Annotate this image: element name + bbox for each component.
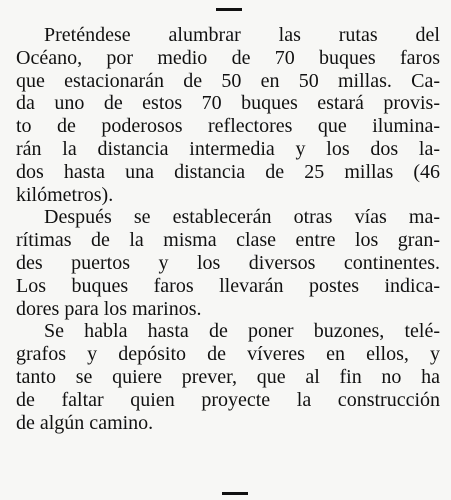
top-divider-rule bbox=[216, 8, 242, 11]
text-line: Los buques faros llevarán postes indica- bbox=[16, 274, 440, 297]
paragraph-2 bbox=[16, 206, 440, 320]
text-line: kilómetros). bbox=[16, 183, 114, 206]
text-line: que estacionarán de 50 en 50 millas. Ca- bbox=[16, 69, 440, 92]
text-line: dores para los marinos. bbox=[16, 297, 202, 320]
text-line: rítimas de la misma clase entre los gran- bbox=[16, 229, 440, 252]
paragraph-3 bbox=[16, 320, 440, 434]
text-line: to de poderosos reflectores que ilumina- bbox=[16, 115, 440, 138]
text-line: Se habla hasta de poner buzones, telé- bbox=[44, 320, 440, 343]
text-line: rán la distancia intermedia y los dos la- bbox=[16, 137, 440, 160]
text-line: tanto se quiere prever, que al fin no ha bbox=[16, 365, 440, 388]
text-line: de faltar quien proyecte la construcción bbox=[16, 388, 440, 411]
text-line: de algún camino. bbox=[16, 411, 154, 434]
text-line: dos hasta una distancia de 25 millas (46 bbox=[16, 160, 440, 183]
paragraph-1 bbox=[16, 24, 440, 206]
text-line: Océano, por medio de 70 buques faros bbox=[16, 46, 440, 69]
text-line: Después se establecerán otras vías ma- bbox=[44, 206, 440, 229]
text-line: da uno de estos 70 buques estará provis- bbox=[16, 92, 440, 115]
bottom-divider-rule bbox=[222, 492, 248, 495]
text-line: Preténdese alumbrar las rutas del bbox=[44, 24, 440, 46]
article-column bbox=[16, 24, 440, 434]
text-line: des puertos y los diversos continentes. bbox=[16, 251, 440, 274]
text-line: grafos y depósito de víveres en ellos, y bbox=[16, 343, 440, 366]
